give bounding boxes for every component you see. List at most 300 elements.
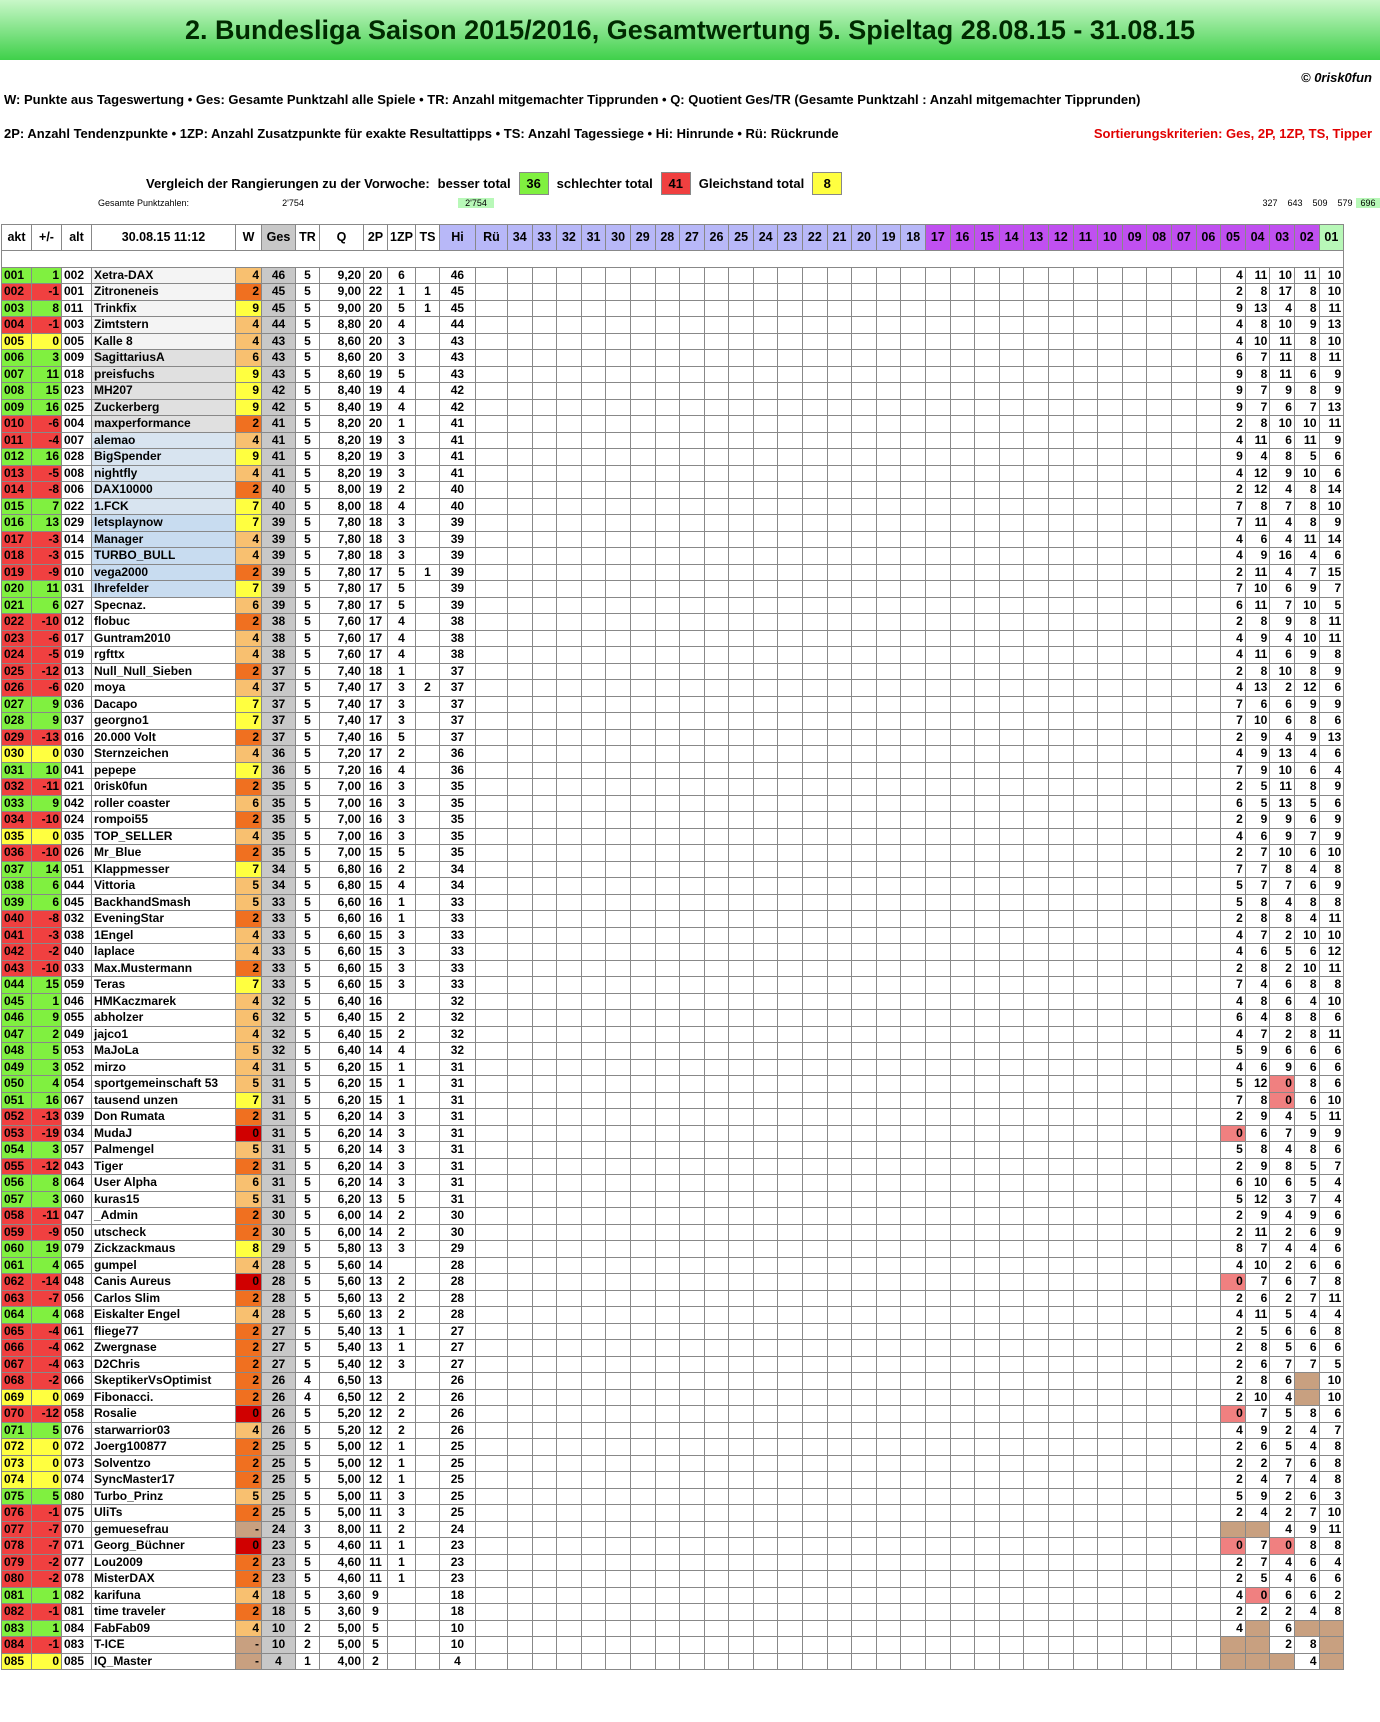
round-08-points — [1147, 1373, 1172, 1390]
quotient-q: 8,80 — [320, 317, 364, 334]
points-1zp: 1 — [388, 1472, 416, 1489]
points-1zp: 3 — [388, 977, 416, 994]
points-hi: 28 — [439, 1257, 475, 1274]
round-34-points — [507, 663, 532, 680]
round-23-points — [778, 680, 803, 697]
points-w: 7 — [236, 696, 262, 713]
round-03-points: 10 — [1270, 663, 1295, 680]
rank-diff: 3 — [32, 1059, 62, 1076]
round-04-points: 8 — [1245, 498, 1270, 515]
round-09-points — [1122, 399, 1147, 416]
points-ru — [475, 449, 507, 466]
round-29-points — [630, 1505, 655, 1522]
round-31-points — [581, 1406, 606, 1423]
round-11-points — [1073, 1340, 1098, 1357]
round-13-points — [1024, 927, 1049, 944]
day-wins-ts — [415, 465, 439, 482]
points-hi: 25 — [439, 1439, 475, 1456]
round-26-points — [704, 729, 729, 746]
round-07-points — [1171, 284, 1196, 301]
round-14-points — [999, 647, 1024, 664]
round-08-points — [1147, 1505, 1172, 1522]
round-24-points — [753, 1191, 778, 1208]
points-ges: 27 — [262, 1340, 296, 1357]
tipper-name: 1Engel — [92, 927, 236, 944]
round-04-points: 8 — [1245, 1142, 1270, 1159]
points-1zp: 4 — [388, 614, 416, 631]
round-17-points — [926, 432, 951, 449]
round-30-points — [606, 1505, 631, 1522]
round-03-points: 2 — [1270, 1026, 1295, 1043]
round-12-points — [1049, 1274, 1074, 1291]
rank-alt: 059 — [62, 977, 92, 994]
round-32-points — [557, 1587, 582, 1604]
round-21-points — [827, 1191, 852, 1208]
round-05-points: 2 — [1221, 1554, 1246, 1571]
round-12-points — [1049, 779, 1074, 796]
day-wins-ts — [415, 1208, 439, 1225]
round-23-points — [778, 416, 803, 433]
round-27-points — [680, 350, 705, 367]
table-row — [2, 515, 1344, 532]
col-round-20: 20 — [852, 225, 877, 251]
round-21-points — [827, 1653, 852, 1670]
round-20-points — [852, 1521, 877, 1538]
round-19-points — [876, 680, 901, 697]
round-13-points — [1024, 614, 1049, 631]
rank-akt: 065 — [2, 1323, 32, 1340]
round-33-points — [532, 1026, 557, 1043]
round-23-points — [778, 845, 803, 862]
round-06-points — [1196, 1620, 1221, 1637]
round-09-points — [1122, 1257, 1147, 1274]
round-11-points — [1073, 1323, 1098, 1340]
round-21-points — [827, 1488, 852, 1505]
round-06-points — [1196, 300, 1221, 317]
round-05-points: 4 — [1221, 828, 1246, 845]
round-05-points: 4 — [1221, 465, 1246, 482]
round-01-points: 8 — [1319, 1274, 1344, 1291]
rank-diff: 4 — [32, 1307, 62, 1324]
round-19-points — [876, 333, 901, 350]
round-29-points — [630, 350, 655, 367]
round-04-points: 8 — [1245, 284, 1270, 301]
points-ges: 35 — [262, 828, 296, 845]
round-02-points: 8 — [1294, 1142, 1319, 1159]
round-21-points — [827, 1538, 852, 1555]
round-16-points — [950, 300, 975, 317]
round-02-points: 4 — [1294, 1422, 1319, 1439]
round-13-points — [1024, 1142, 1049, 1159]
points-2p: 19 — [364, 399, 388, 416]
round-14-points — [999, 581, 1024, 598]
round-30-points — [606, 1208, 631, 1225]
round-17-points — [926, 795, 951, 812]
round-34-points — [507, 1257, 532, 1274]
rounds-tr: 5 — [296, 1026, 320, 1043]
round-09-points — [1122, 1158, 1147, 1175]
round-23-points — [778, 1538, 803, 1555]
round-11-points — [1073, 1257, 1098, 1274]
rank-alt: 068 — [62, 1307, 92, 1324]
round-08-points — [1147, 663, 1172, 680]
round-23-points — [778, 366, 803, 383]
round-03-points: 9 — [1270, 812, 1295, 829]
round-01-points: 9 — [1319, 1224, 1344, 1241]
points-ges: 4 — [262, 1653, 296, 1670]
round-08-points — [1147, 399, 1172, 416]
round-20-points — [852, 284, 877, 301]
points-ru — [475, 1274, 507, 1291]
round-01-points: 9 — [1319, 383, 1344, 400]
quotient-q: 6,40 — [320, 1043, 364, 1060]
points-ges: 33 — [262, 977, 296, 994]
round-18-points — [901, 1356, 926, 1373]
round-19-points — [876, 581, 901, 598]
rank-diff: -3 — [32, 548, 62, 565]
table-row — [2, 1472, 1344, 1489]
round-19-points — [876, 1175, 901, 1192]
round-14-points — [999, 1274, 1024, 1291]
round-31-points — [581, 779, 606, 796]
round-34-points — [507, 1175, 532, 1192]
round-20-points — [852, 267, 877, 284]
round-21-points — [827, 284, 852, 301]
day-wins-ts — [415, 1406, 439, 1423]
round-30-points — [606, 1026, 631, 1043]
round-14-points — [999, 267, 1024, 284]
round-10-points — [1098, 498, 1123, 515]
round-16-points — [950, 1653, 975, 1670]
table-row — [2, 1208, 1344, 1225]
round-34-points — [507, 1356, 532, 1373]
round-33-points — [532, 746, 557, 763]
round-24-points — [753, 630, 778, 647]
round-02-points: 6 — [1294, 1043, 1319, 1060]
table-row — [2, 416, 1344, 433]
rounds-tr: 5 — [296, 531, 320, 548]
points-ru — [475, 482, 507, 499]
round-09-points — [1122, 1290, 1147, 1307]
rank-diff: -10 — [32, 845, 62, 862]
round-16-points — [950, 317, 975, 334]
round-08-points — [1147, 350, 1172, 367]
round-28-points — [655, 366, 680, 383]
round-33-points — [532, 1158, 557, 1175]
round-31-points — [581, 1109, 606, 1126]
round-08-points — [1147, 680, 1172, 697]
rank-akt: 036 — [2, 845, 32, 862]
round-29-points — [630, 581, 655, 598]
round-15-points — [975, 1373, 1000, 1390]
rounds-tr: 5 — [296, 498, 320, 515]
round-20-points — [852, 1323, 877, 1340]
points-ges: 24 — [262, 1521, 296, 1538]
round-14-points — [999, 1620, 1024, 1637]
rank-akt: 078 — [2, 1538, 32, 1555]
quotient-q: 5,20 — [320, 1422, 364, 1439]
points-1zp — [388, 1620, 416, 1637]
round-34-points — [507, 1274, 532, 1291]
rank-akt: 039 — [2, 894, 32, 911]
tipper-name: Lou2009 — [92, 1554, 236, 1571]
round-24-points — [753, 597, 778, 614]
round-06-points — [1196, 1356, 1221, 1373]
points-w: 0 — [236, 1406, 262, 1423]
round-26-points — [704, 1521, 729, 1538]
round-23-points — [778, 762, 803, 779]
points-hi: 36 — [439, 746, 475, 763]
round-08-points — [1147, 383, 1172, 400]
rank-akt: 022 — [2, 614, 32, 631]
round-22-points — [803, 1521, 828, 1538]
round-32-points — [557, 267, 582, 284]
tipper-name: Canis Aureus — [92, 1274, 236, 1291]
round-12-points — [1049, 1241, 1074, 1258]
points-w: 4 — [236, 1587, 262, 1604]
round-10-points — [1098, 1043, 1123, 1060]
round-32-points — [557, 449, 582, 466]
round-24-points — [753, 465, 778, 482]
round-19-points — [876, 1604, 901, 1621]
round-24-points — [753, 498, 778, 515]
round-13-points — [1024, 548, 1049, 565]
round-22-points — [803, 1175, 828, 1192]
points-1zp: 5 — [388, 845, 416, 862]
round-21-points — [827, 861, 852, 878]
round-22-points — [803, 1587, 828, 1604]
round-31-points — [581, 1059, 606, 1076]
tipper-name: nightfly — [92, 465, 236, 482]
rank-alt: 058 — [62, 1406, 92, 1423]
tipper-name: starwarrior03 — [92, 1422, 236, 1439]
round-14-points — [999, 1356, 1024, 1373]
points-1zp: 2 — [388, 1224, 416, 1241]
rank-akt: 051 — [2, 1092, 32, 1109]
round-15-points — [975, 927, 1000, 944]
points-ru — [475, 845, 507, 862]
points-2p: 19 — [364, 465, 388, 482]
round-05-points: 7 — [1221, 1092, 1246, 1109]
rounds-tr: 5 — [296, 762, 320, 779]
rank-akt: 047 — [2, 1026, 32, 1043]
round-14-points — [999, 399, 1024, 416]
points-hi: 28 — [439, 1290, 475, 1307]
round-24-points — [753, 993, 778, 1010]
round-25-points — [729, 1488, 754, 1505]
round-11-points — [1073, 1059, 1098, 1076]
quotient-q: 8,00 — [320, 498, 364, 515]
round-29-points — [630, 383, 655, 400]
round-22-points — [803, 680, 828, 697]
points-hi: 23 — [439, 1538, 475, 1555]
round-19-points — [876, 647, 901, 664]
round-09-points — [1122, 350, 1147, 367]
round-16-points — [950, 845, 975, 862]
round-30-points — [606, 300, 631, 317]
round-16-points — [950, 680, 975, 697]
round-18-points — [901, 960, 926, 977]
round-04-points: 7 — [1245, 861, 1270, 878]
round-33-points — [532, 1538, 557, 1555]
round-09-points — [1122, 333, 1147, 350]
round-23-points — [778, 1340, 803, 1357]
round-21-points — [827, 762, 852, 779]
round-05-points: 4 — [1221, 944, 1246, 961]
round-06-points — [1196, 350, 1221, 367]
round-29-points — [630, 663, 655, 680]
round-18-points — [901, 630, 926, 647]
rounds-tr: 5 — [296, 284, 320, 301]
round-05-points: 2 — [1221, 1290, 1246, 1307]
round-08-points — [1147, 845, 1172, 862]
points-w: 4 — [236, 531, 262, 548]
points-ru — [475, 1142, 507, 1159]
round-03-points: 8 — [1270, 1158, 1295, 1175]
round-22-points — [803, 350, 828, 367]
points-2p: 19 — [364, 482, 388, 499]
round-13-points — [1024, 746, 1049, 763]
round-34-points — [507, 1208, 532, 1225]
round-06-points — [1196, 317, 1221, 334]
table-row — [2, 333, 1344, 350]
round-33-points — [532, 432, 557, 449]
table-row — [2, 713, 1344, 730]
round-27-points — [680, 317, 705, 334]
round-24-points — [753, 1356, 778, 1373]
round-04-points: 8 — [1245, 911, 1270, 928]
round-03-points: 5 — [1270, 944, 1295, 961]
rank-akt: 007 — [2, 366, 32, 383]
round-13-points — [1024, 1472, 1049, 1489]
round-34-points — [507, 531, 532, 548]
round-11-points — [1073, 812, 1098, 829]
rounds-tr: 5 — [296, 795, 320, 812]
round-32-points — [557, 531, 582, 548]
round-24-points — [753, 1472, 778, 1489]
round-29-points — [630, 366, 655, 383]
tipper-name: rgfttx — [92, 647, 236, 664]
round-22-points — [803, 1472, 828, 1489]
points-1zp: 2 — [388, 1307, 416, 1324]
points-2p: 13 — [364, 1274, 388, 1291]
quotient-q: 7,20 — [320, 762, 364, 779]
quotient-q: 8,40 — [320, 383, 364, 400]
round-09-points — [1122, 1125, 1147, 1142]
round-12-points — [1049, 317, 1074, 334]
round-30-points — [606, 432, 631, 449]
round-18-points — [901, 1571, 926, 1588]
round-01-points: 6 — [1319, 548, 1344, 565]
rank-akt: 002 — [2, 284, 32, 301]
round-30-points — [606, 944, 631, 961]
round-06-points — [1196, 1604, 1221, 1621]
round-22-points — [803, 1505, 828, 1522]
round-29-points — [630, 1076, 655, 1093]
tipper-name: Teras — [92, 977, 236, 994]
round-30-points — [606, 795, 631, 812]
rank-diff: -2 — [32, 1554, 62, 1571]
round-08-points — [1147, 531, 1172, 548]
table-row — [2, 960, 1344, 977]
round-27-points — [680, 465, 705, 482]
points-hi: 33 — [439, 977, 475, 994]
tipper-name: Eiskalter Engel — [92, 1307, 236, 1324]
round-05-points: 2 — [1221, 845, 1246, 862]
round-25-points — [729, 960, 754, 977]
quotient-q: 6,40 — [320, 993, 364, 1010]
round-08-points — [1147, 515, 1172, 532]
round-28-points — [655, 1307, 680, 1324]
round-22-points — [803, 1604, 828, 1621]
round-33-points — [532, 812, 557, 829]
table-row — [2, 1241, 1344, 1258]
round-32-points — [557, 1554, 582, 1571]
round-26-points — [704, 498, 729, 515]
round-05-points: 0 — [1221, 1125, 1246, 1142]
points-1zp: 3 — [388, 350, 416, 367]
round-29-points — [630, 845, 655, 862]
day-wins-ts — [415, 762, 439, 779]
round-24-points — [753, 432, 778, 449]
round-01-points: 8 — [1319, 1472, 1344, 1489]
round-27-points — [680, 1472, 705, 1489]
rank-akt: 017 — [2, 531, 32, 548]
round-02-points: 6 — [1294, 762, 1319, 779]
round-14-points — [999, 944, 1024, 961]
points-w: 4 — [236, 1059, 262, 1076]
rank-akt: 072 — [2, 1439, 32, 1456]
round-32-points — [557, 1422, 582, 1439]
round-10-points — [1098, 1505, 1123, 1522]
tipper-name: abholzer — [92, 1010, 236, 1027]
round-26-points — [704, 383, 729, 400]
round-24-points — [753, 482, 778, 499]
tipper-name: _Admin — [92, 1208, 236, 1225]
round-33-points — [532, 581, 557, 598]
round-10-points — [1098, 1620, 1123, 1637]
round-16-points — [950, 1455, 975, 1472]
round-16-points — [950, 1208, 975, 1225]
round-13-points — [1024, 1026, 1049, 1043]
points-1zp: 4 — [388, 762, 416, 779]
round-21-points — [827, 1637, 852, 1654]
table-row — [2, 432, 1344, 449]
round-22-points — [803, 333, 828, 350]
quotient-q: 7,60 — [320, 630, 364, 647]
quotient-q: 7,80 — [320, 597, 364, 614]
round-03-points: 4 — [1270, 729, 1295, 746]
quotient-q: 7,00 — [320, 845, 364, 862]
round-27-points — [680, 845, 705, 862]
col-round-28: 28 — [655, 225, 680, 251]
round-23-points — [778, 1439, 803, 1456]
round-02-points: 6 — [1294, 1571, 1319, 1588]
round-33-points — [532, 1340, 557, 1357]
round-03-points: 11 — [1270, 333, 1295, 350]
round-32-points — [557, 1158, 582, 1175]
table-row — [2, 1224, 1344, 1241]
round-15-points — [975, 1356, 1000, 1373]
round-26-points — [704, 1323, 729, 1340]
round-32-points — [557, 1076, 582, 1093]
round-04-points: 7 — [1245, 399, 1270, 416]
points-w: 4 — [236, 1257, 262, 1274]
round-05-points: 9 — [1221, 449, 1246, 466]
round-21-points — [827, 1455, 852, 1472]
round-26-points — [704, 696, 729, 713]
round-23-points — [778, 1587, 803, 1604]
